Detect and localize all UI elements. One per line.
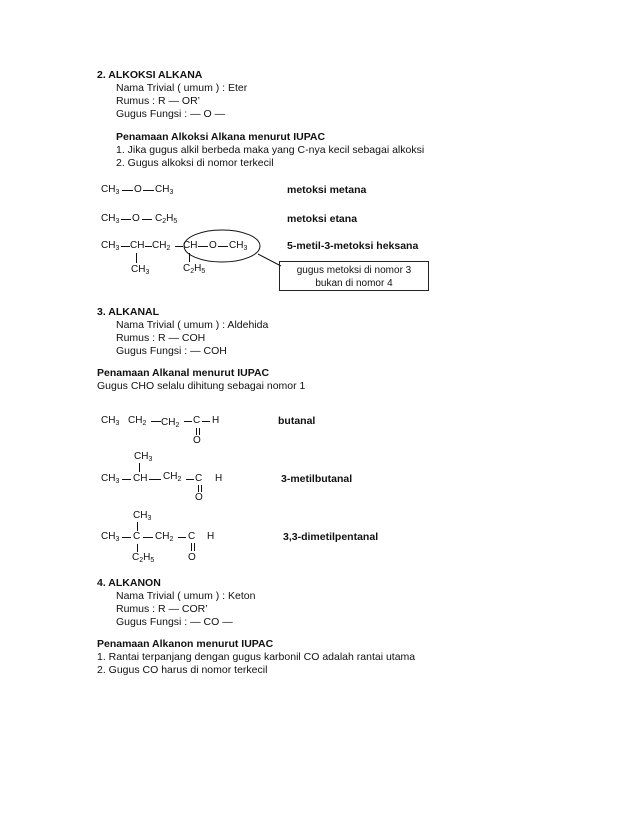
- atom-ch: CH: [130, 240, 145, 251]
- atom-c2h5: $C_2H_5$: [155, 213, 178, 225]
- double-bond: [194, 543, 195, 551]
- atom-ch3: $CH_3$: [134, 451, 153, 463]
- keton-functional-group: Gugus Fungsi : — CO —: [116, 616, 233, 628]
- name-metoksi-metana: metoksi metana: [287, 184, 367, 196]
- bond: [184, 421, 192, 422]
- bond: [149, 479, 161, 480]
- atom-o: O: [209, 240, 217, 251]
- aldehida-trivial-name: Nama Trivial ( umum ) : Aldehida: [116, 319, 269, 331]
- atom-ch2: $CH_2$: [152, 240, 171, 252]
- atom-c: C: [188, 531, 196, 542]
- bond: [139, 463, 140, 472]
- keton-trivial-name: Nama Trivial ( umum ) : Keton: [116, 590, 256, 602]
- note-line-1: gugus metoksi di nomor 3: [296, 265, 412, 276]
- bond: [151, 421, 161, 422]
- atom-ch: CH: [183, 240, 198, 251]
- atom-ch3: $CH_3$: [155, 184, 174, 196]
- aldehida-formula: Rumus : R — COH: [116, 332, 206, 344]
- atom-ch3: $CH_3$: [133, 510, 152, 522]
- atom-o: O: [193, 435, 201, 446]
- atom-h: H: [207, 531, 215, 542]
- double-bond: [191, 543, 192, 551]
- atom-ch2: $CH_2$: [161, 417, 180, 429]
- name-metoksi-etana: metoksi etana: [287, 213, 358, 225]
- bond: [122, 537, 131, 538]
- atom-ch3: $CH_3$: [131, 264, 150, 276]
- atom-ch2: $CH_2$: [128, 415, 147, 427]
- atom-o: O: [188, 552, 196, 563]
- eter-functional-group: Gugus Fungsi : — O —: [116, 108, 226, 120]
- section-2-heading: 2. ALKOKSI ALKANA: [97, 69, 203, 81]
- alkoksi-rule-2: 2. Gugus alkoksi di nomor terkecil: [116, 157, 274, 169]
- atom-c2h5: $C_2H_5$: [183, 263, 206, 275]
- bond: [137, 544, 138, 552]
- atom-ch2: $CH_2$: [163, 471, 182, 483]
- atom-c: C: [133, 531, 141, 542]
- atom-ch3: $CH_3$: [101, 415, 120, 427]
- name-butanal: butanal: [278, 415, 316, 427]
- atom-o: O: [132, 213, 140, 224]
- section-4-heading: 4. ALKANON: [97, 577, 161, 589]
- atom-ch3: $CH_3$: [101, 531, 120, 543]
- eter-formula: Rumus : R — OR’: [116, 95, 201, 107]
- atom-o: O: [134, 184, 142, 195]
- bond: [202, 421, 210, 422]
- atom-c: C: [195, 473, 203, 484]
- atom-ch3: $CH_3$: [229, 240, 248, 252]
- double-bond: [198, 485, 199, 492]
- alkanal-rule: Gugus CHO selalu dihitung sebagai nomor 1: [97, 380, 306, 392]
- atom-ch3: $CH_3$: [101, 213, 120, 225]
- atom-ch3: $CH_3$: [101, 184, 120, 196]
- atom-c: C: [193, 415, 201, 426]
- section-3-heading: 3. ALKANAL: [97, 306, 160, 318]
- atom-h: H: [212, 415, 220, 426]
- atom-h: H: [215, 473, 223, 484]
- atom-ch3: $CH_3$: [101, 240, 120, 252]
- keton-formula: Rumus : R — COR’: [116, 603, 208, 615]
- methoxy-note-box: [279, 261, 429, 291]
- bond: [143, 537, 153, 538]
- atom-ch3: $CH_3$: [101, 473, 120, 485]
- double-bond: [201, 485, 202, 492]
- atom-o: O: [195, 492, 203, 503]
- bond: [137, 522, 138, 531]
- name-3-3-dimetilpentanal: 3,3-dimetilpentanal: [283, 531, 379, 543]
- alkoksi-rule-1: 1. Jika gugus alkil berbeda maka yang C-nya kecil sebagai alkoksi: [116, 144, 425, 156]
- atom-c2h5: $C_2H_5$: [132, 552, 155, 564]
- name-3-metilbutanal: 3-metilbutanal: [281, 473, 353, 485]
- name-5-metil-3-metoksi-heksana: 5-metil-3-metoksi heksana: [287, 240, 419, 252]
- alkanal-iupac-title: Penamaan Alkanal menurut IUPAC: [97, 367, 270, 379]
- bond: [186, 479, 194, 480]
- eter-trivial-name: Nama Trivial ( umum ) : Eter: [116, 82, 248, 94]
- alkoksi-iupac-title: Penamaan Alkoksi Alkana menurut IUPAC: [116, 131, 326, 143]
- alkanon-rule-2: 2. Gugus CO harus di nomor terkecil: [97, 664, 268, 676]
- alkanon-rule-1: 1. Rantai terpanjang dengan gugus karbonil CO adalah rantai utama: [97, 651, 416, 663]
- atom-ch2: $CH_2$: [155, 531, 174, 543]
- double-bond: [199, 428, 200, 435]
- note-line-2: bukan di nomor 4: [315, 278, 393, 289]
- alkanon-iupac-title: Penamaan Alkanon menurut IUPAC: [97, 638, 274, 650]
- bond: [122, 479, 131, 480]
- atom-ch: CH: [133, 473, 148, 484]
- bond: [178, 537, 186, 538]
- double-bond: [196, 428, 197, 435]
- aldehida-functional-group: Gugus Fungsi : — COH: [116, 345, 227, 357]
